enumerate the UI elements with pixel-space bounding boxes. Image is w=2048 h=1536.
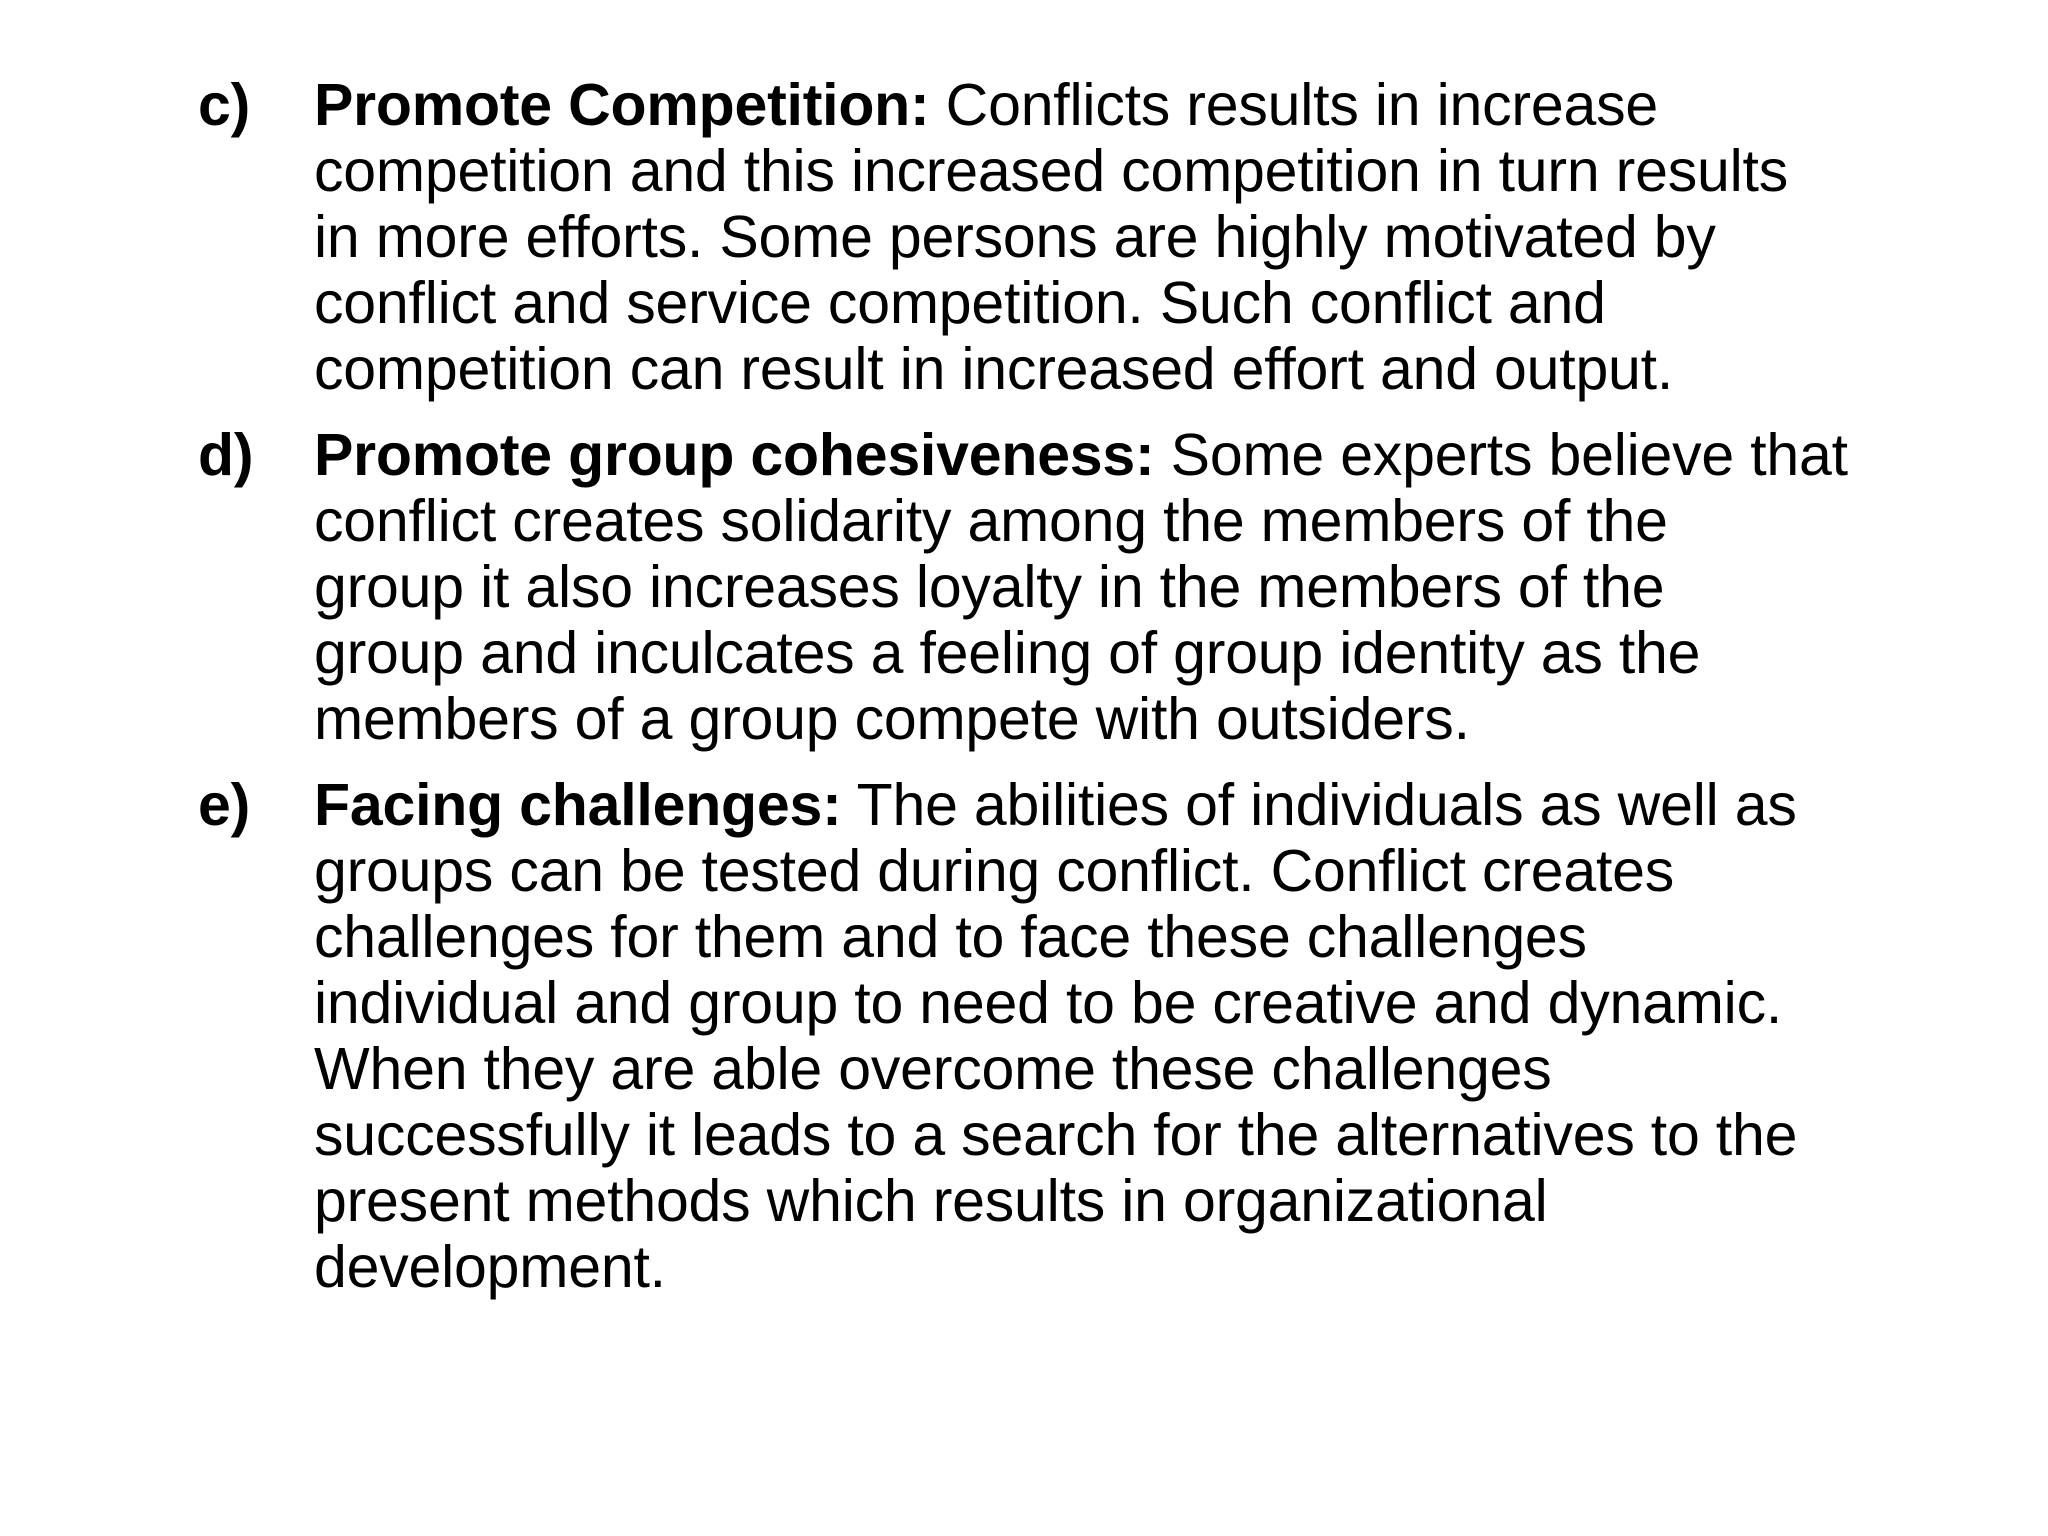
item-first-line — [314, 422, 1998, 488]
item-text-line: conflict and service competition. Such conflict and — [314, 270, 1606, 336]
item-text-line: members of a group compete with outsiders. — [314, 686, 1470, 752]
item-first-line — [314, 72, 1998, 138]
item-text-line: in more efforts. Some persons are highly motivated by — [314, 204, 1716, 270]
item-text-line: development. — [314, 1234, 666, 1300]
item-first-line — [314, 772, 1998, 838]
item-text-line: group and inculcates a feeling of group identity as the — [314, 620, 1701, 686]
item-term: Promote Competition: — [314, 72, 930, 138]
item-text: Some experts believe that — [1154, 422, 1848, 488]
item-term: Promote group cohesiveness: — [314, 422, 1155, 488]
item-text-line: When they are able overcome these challenges — [314, 1036, 1552, 1102]
list-item-d — [198, 422, 1998, 752]
item-text-line: competition can result in increased effort and output. — [314, 336, 1674, 402]
item-text: The abilities of individuals as well as — [841, 772, 1797, 838]
list-marker: d) — [198, 422, 254, 488]
item-text-line: conflict creates solidarity among the members of the — [314, 488, 1668, 554]
item-term: Facing challenges: — [314, 772, 842, 838]
point-list — [198, 72, 1998, 1320]
list-item-c — [198, 72, 1998, 402]
item-text-line: competition and this increased competition in turn results — [314, 138, 1789, 204]
item-text-line: group it also increases loyalty in the members of the — [314, 554, 1665, 620]
item-text-line: challenges for them and to face these challenges — [314, 904, 1587, 970]
item-text-line: individual and group to need to be creative and dynamic. — [314, 970, 1783, 1036]
list-marker: e) — [198, 772, 251, 838]
item-text-line: successfully it leads to a search for the alternatives to the — [314, 1102, 1798, 1168]
item-text-line: present methods which results in organizational — [314, 1168, 1548, 1234]
list-item-e — [198, 772, 1998, 1300]
list-marker: c) — [198, 72, 251, 138]
item-text: Conflicts results in increase — [929, 72, 1658, 138]
item-text-line: groups can be tested during conflict. Conflict creates — [314, 838, 1675, 904]
